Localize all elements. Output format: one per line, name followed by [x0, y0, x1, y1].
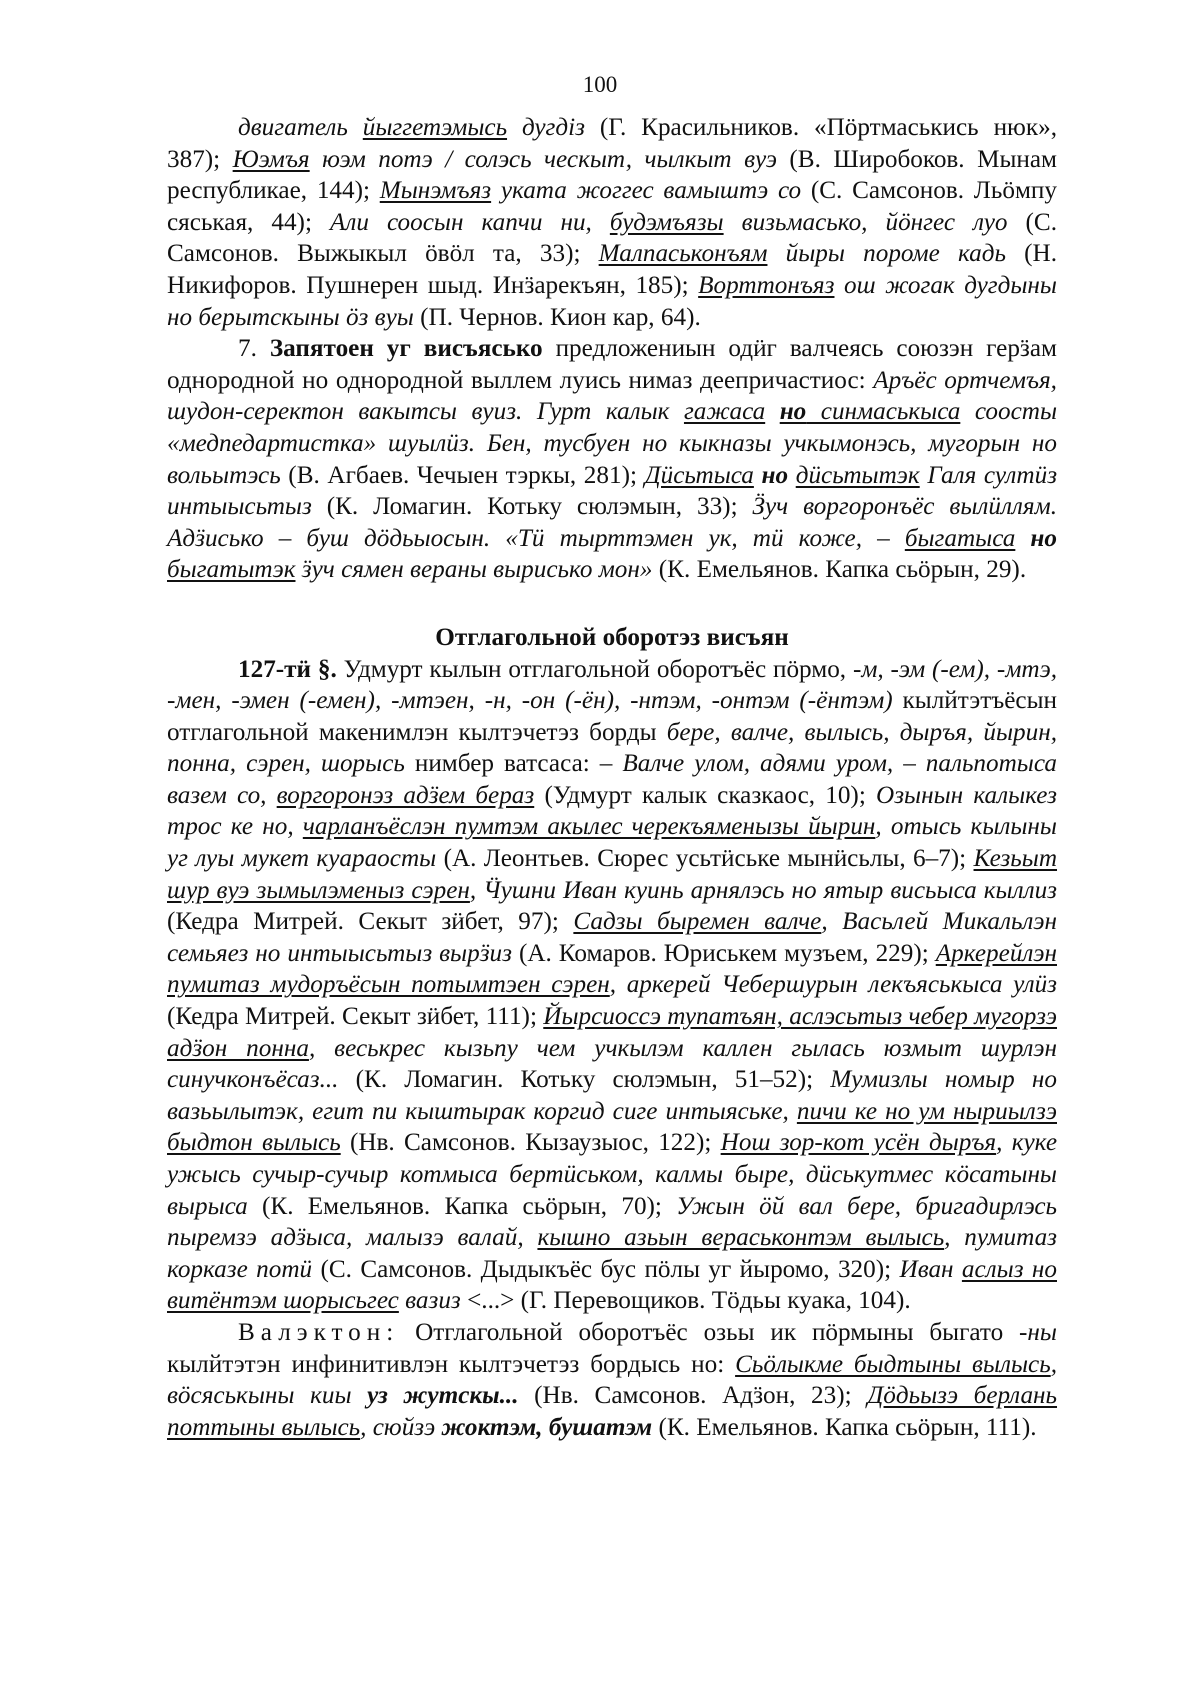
text-run: уз жутскы...: [367, 1382, 519, 1410]
text-run: , Васьлей Микальлэн семьяез но интыысьтыз вырӟиз: [167, 908, 1058, 967]
text-run: , веськрес кызьпу чем учкылэм каллен гылась юзмыт шурлэн синучконъёсаз...: [167, 1034, 1057, 1094]
text-run: <...> (Г. Перевощиков. Тöдьы куака, 104).: [460, 1287, 911, 1315]
paragraph-note: [167, 1317, 1057, 1443]
text-run: (Кедра Митрей. Секыт зӥбет, 97);: [167, 908, 574, 936]
text-run: Отглагольной оборотъёс озьы ик пöрмыны быгато: [399, 1318, 1020, 1346]
text-run: (П. Чернов. Кион кар, 64).: [413, 303, 701, 331]
text-run: предложениын одӥг валчеясь союзэн герӟам однородной но однородной выллем луись нимаз деепричастиос:: [167, 335, 1057, 394]
text-run: будэмъязы: [609, 208, 724, 236]
text-run: аслыз но витёнтэм шорысьгес: [167, 1255, 1057, 1315]
text-run: дугдiз: [507, 114, 585, 141]
text-run: воргоронэз адӟем бераз: [276, 781, 535, 809]
text-run: (Н. Никифоров. Пушнерен шыд. Инӟарекъян, 185);: [167, 240, 1057, 299]
text-run: гажаса: [683, 398, 766, 426]
text-run: [765, 398, 780, 425]
text-run: юэм потэ / солэсь ческыт, чылкыт вуэ: [309, 145, 777, 173]
text-run: Валче улом, адями уром, – пальпотыса вазем со,: [167, 750, 1057, 809]
text-run: (К. Ломагин. Котьку сюлэмын, 33);: [311, 493, 753, 521]
text-run: (Удмурт калык сказкаос, 10);: [534, 781, 877, 809]
text-run: бере, валче, вылысь, дыръя, йырин, понна, сэрен, шорысь: [167, 718, 1057, 778]
text-run: но: [761, 461, 789, 489]
text-run: , сюйзэ: [360, 1413, 442, 1441]
text-run: -ны: [1019, 1318, 1057, 1346]
text-run: , Ӵушни Иван куинь арнялэсь но ятыр висьыса кыллиз: [469, 876, 1057, 904]
text-run: дӥсьтытэк: [795, 461, 920, 489]
text-run: Юэмъя: [232, 145, 310, 173]
text-run: Аркерейлэн пумитаз мудоръёсын потымтэен сэрен: [167, 939, 1057, 999]
text-run: -м, -эм (-ем), -мтэ, -мен, -эмен (-емен), -мтэен, -н, -он (-ён), -нтэм, -онтэм (-ёнтэм): [167, 655, 1057, 715]
text-run: (К. Ломагин. Котьку сюлэмын, 51–52);: [338, 1066, 831, 1094]
text-run: [1015, 525, 1030, 552]
text-run: (А. Леонтьев. Сюрес усьтӥське мынӥсьлы, 6–7);: [436, 845, 974, 873]
text-run: (Нв. Самсонов. Кызаузыос, 122);: [340, 1129, 721, 1157]
text-run: йыры пороме кадь: [767, 240, 1006, 268]
text-run: чарланъёслэн пумтэм акылес черекъяменызы йырин: [302, 813, 876, 841]
text-run: (К. Емельянов. Капка сьöрын, 111).: [652, 1413, 1037, 1441]
text-run: нимбер ватсаса: –: [404, 750, 623, 778]
text-run: , пумитаз корказе потӥ: [167, 1224, 1058, 1283]
text-run: Сьöлыкме быдтыны вылысь: [735, 1350, 1051, 1378]
text-run: Запятоен уг висъясько: [269, 335, 543, 363]
text-run: ӟуч сямен вераны вырисько мон»: [295, 556, 653, 584]
text-run: , отысь кылыны уг луы мукет куараосты: [167, 813, 1057, 873]
text-run: Малпаськонъям: [598, 240, 768, 268]
text-run: Дӥсьтыса: [644, 461, 754, 489]
text-run: соосты «медпедартистка» шуылӥз. Бен, тусбуен но кыкназы учкымонэсь, мугорын но вольытэсь: [167, 398, 1057, 489]
page-number: 100: [582, 72, 618, 97]
text-run: , куке ужысь сучыр-сучыр котмыса бертӥськом, калмы быре, дӥськутмес кöсатыны вырыса: [167, 1129, 1058, 1220]
text-run: [788, 462, 796, 489]
text-run: (К. Емельянов. Капка сьöрын, 29).: [652, 556, 1027, 584]
text-run: двигатель: [238, 114, 363, 141]
paragraph-examples-continued: [167, 112, 1057, 333]
text-run: ош жогак дугдыны но берытскыны öз вуы: [167, 271, 1057, 331]
text-run: йыггетэмысь: [362, 114, 508, 141]
text-run: Кезьыт шур вуэ зымылэменыз сэрен: [167, 845, 1058, 904]
text-run: но: [779, 398, 807, 426]
text-run: (Кедра Митрей. Секыт зӥбет, 111);: [167, 1003, 544, 1031]
text-run: Али соосын капчи ни,: [329, 208, 610, 236]
text-run: 7.: [238, 335, 270, 363]
text-run: визьмасько, йöнгес луо: [723, 208, 1008, 236]
text-run: Ужын öй вал бере, бригадирлэсь пыремзэ адӟыса, малызэ валай,: [167, 1192, 1057, 1252]
text-run: 127-тӥ §.: [238, 655, 337, 683]
text-run: пичи ке но ум ныриылзэ быдтон вылысь: [167, 1097, 1057, 1157]
section-heading: Отглагольной оборотэз висъян: [435, 623, 789, 651]
text-run: (К. Емельянов. Капка сьöрын, 70);: [247, 1192, 677, 1220]
text-run: Ворттонъяз: [698, 271, 835, 299]
text-run: синмаськыса: [806, 398, 961, 426]
text-run: (В. Широбоков. Мынам республикае, 144);: [167, 145, 1057, 205]
text-run: , вöсяськыны киы: [167, 1350, 1057, 1410]
text-run: быгатыса: [904, 524, 1016, 552]
text-run: быгатытэк: [167, 556, 296, 584]
text-run: Мумизлы номыр но вазьылытэк, егит пи кыштырак коргид сиге интыяське,: [167, 1066, 1057, 1125]
paragraph-rule-7: [167, 333, 1057, 586]
text-run: кылйтэтъёсын отглагольной макенимлэн кылтэчетэз борды: [167, 687, 1057, 746]
text-run: но: [1030, 524, 1057, 552]
text-run: Дöдьызэ берлань поттыны вылысь: [167, 1382, 1058, 1441]
text-run: Удмурт кылын отглагольной оборотъёс пöрмо,: [336, 655, 853, 683]
text-run: (Нв. Самсонов. Адӟон, 23);: [518, 1382, 868, 1410]
text-run: (В. Агбаев. Чечыен тэркы, 281);: [280, 461, 645, 489]
text-run: Йырсиоссэ тупатъян, аслэсьтыз чебер мугорзэ адӟон понна: [167, 1003, 1057, 1062]
text-run: (С. Самсонов. Выжыкыл öвöл та, 33);: [167, 208, 1057, 268]
paragraph-section-127: [167, 654, 1057, 1317]
text-run: , аркерей Чебершурын лекъяськыса улӥз: [609, 971, 1057, 999]
text-run: Садзы быремен валче: [573, 908, 822, 936]
text-run: жоктэм, бушатэм: [441, 1413, 653, 1441]
text-run: [754, 462, 762, 489]
text-run: Мынэмъяз: [379, 177, 492, 205]
text-run: (С. Самсонов. Дыдыкъёс бус пöлы уг йыромо, 320);: [312, 1255, 900, 1283]
text-run: Валэктон:: [238, 1318, 400, 1346]
text-run: Галя султӥз интыысьтыз: [167, 461, 1058, 521]
text-run: кылйтэтэн инфинитивлэн кылтэчетэз бордысь но:: [167, 1350, 736, 1378]
text-body: [167, 112, 1057, 1443]
text-run: (С. Самсонов. Льöмпу сяськая, 44);: [167, 177, 1057, 236]
text-run: Нош зор-кот усён дыръя: [720, 1129, 997, 1157]
text-run: Озынын калыкез трос ке но,: [167, 781, 1057, 841]
text-run: Иван: [899, 1255, 962, 1283]
text-run: вазиз: [398, 1287, 461, 1315]
text-run: Ӟуч воргоронъёс вылӥллям. Адӟисько – буш дӧдьыосын. «Тӥ тырттэмен ук, тӥ коже, –: [167, 493, 1057, 552]
text-run: (Г. Красильников. «Пöртмаськись нюк», 387);: [167, 114, 1057, 173]
text-run: уката жоггес вамыштэ со: [491, 177, 802, 205]
text-run: Аръёс ортчемъя, шудон-серектон вакытсы вуиз. Гурт калык: [167, 366, 1057, 426]
text-run: кышно азьын вераськонтэм вылысь: [537, 1224, 945, 1252]
text-run: (А. Комаров. Юриськем музъем, 229);: [511, 939, 936, 967]
